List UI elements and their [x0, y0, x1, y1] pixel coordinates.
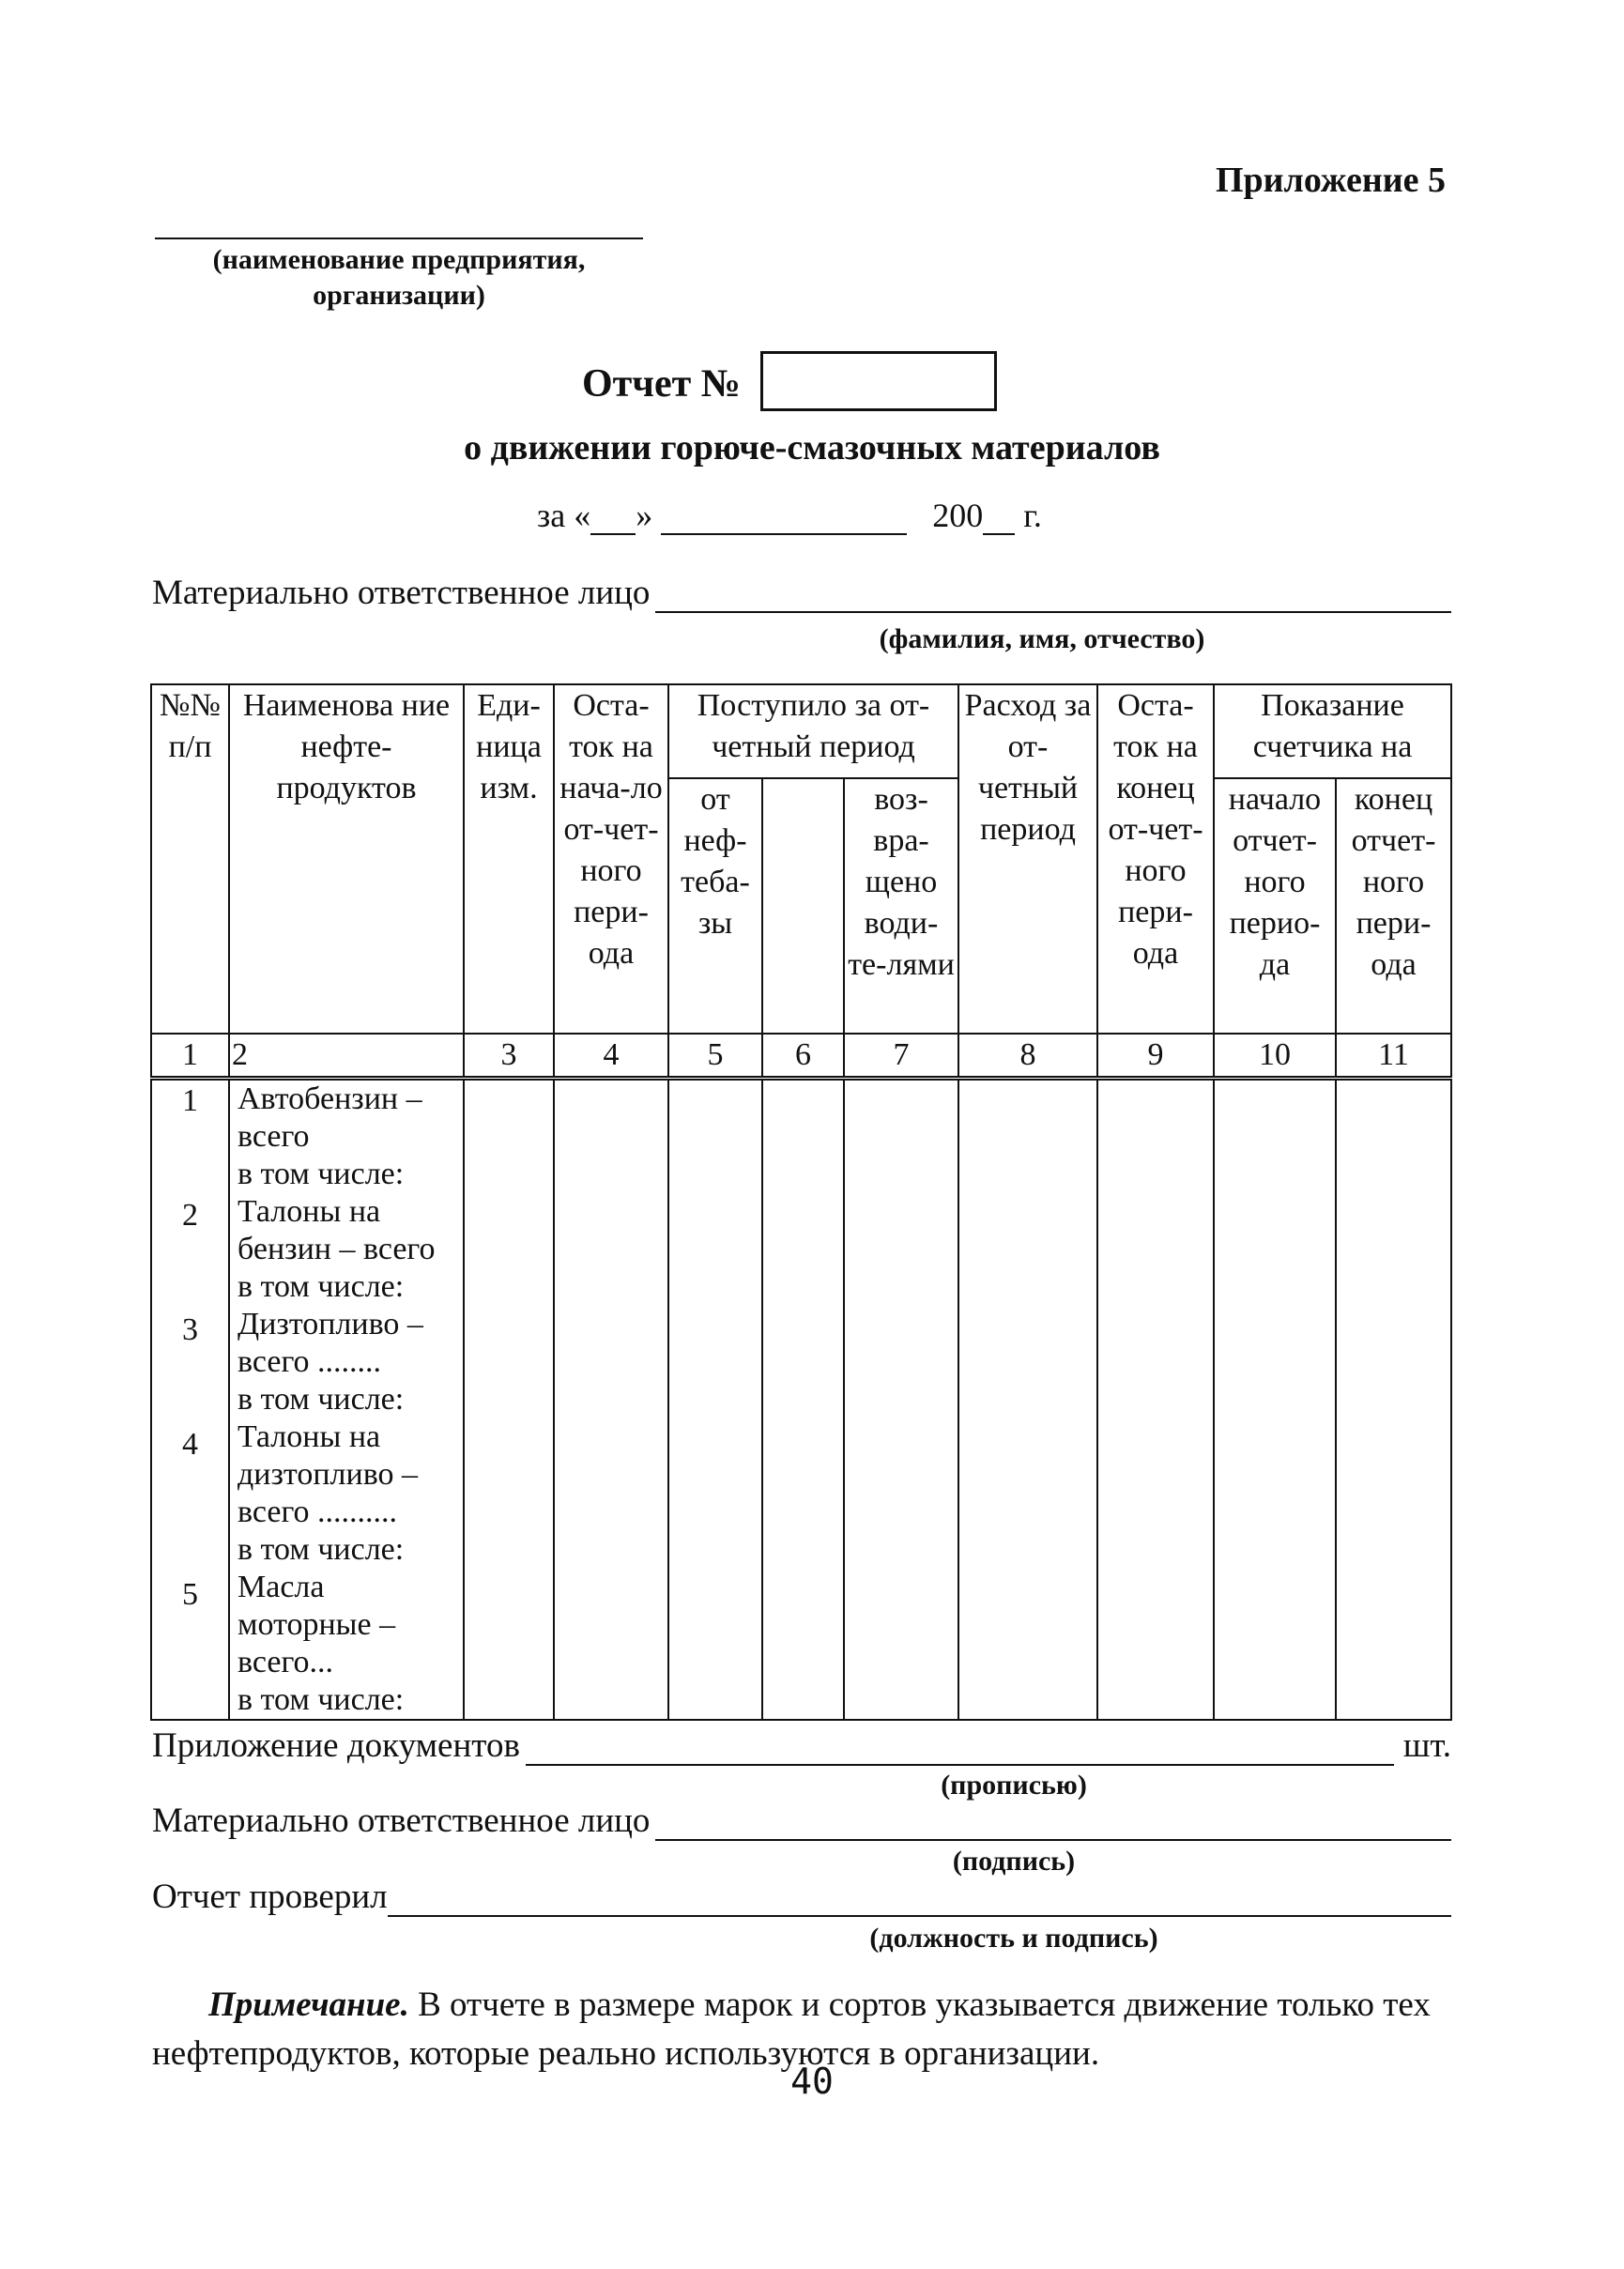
org-name-line [155, 238, 643, 239]
header-meter: Показание счетчика на [1214, 684, 1451, 778]
row-number: 4 [182, 1427, 198, 1462]
product-name: Талоны на бензин – всего [237, 1194, 436, 1266]
period-day-field[interactable] [590, 505, 636, 535]
period-year: 200 [932, 497, 984, 534]
data-cell-from-oil-base[interactable] [668, 1079, 762, 1721]
checked-by-row [152, 1877, 1451, 1917]
header-start-balance: Оста-ток на нача-ло от-чет-ного пери-ода [554, 684, 668, 1034]
row-number: 3 [182, 1312, 198, 1347]
note-label: Примечание. [208, 1985, 409, 2024]
product-name: Масла моторные – всего... [237, 1570, 396, 1679]
col-number: 6 [762, 1034, 844, 1079]
responsible-person-label: Материально ответственное лицо [152, 574, 651, 612]
row-numbers-cell [151, 1079, 229, 1721]
header-meter-start: начало отчет-ного перио-да [1214, 778, 1336, 1034]
header-num: №№ п/п [151, 684, 229, 1034]
header-from-oil-base: от неф-теба-зы [668, 778, 762, 1034]
product-name: Талоны на дизтопливо – всего .......... [237, 1419, 419, 1529]
footer-responsible-signature-field[interactable] [655, 1811, 1451, 1841]
col-number: 3 [464, 1034, 554, 1079]
period-month-field[interactable] [661, 505, 907, 535]
col-number: 10 [1214, 1034, 1336, 1079]
data-cell-start-balance[interactable] [554, 1079, 668, 1721]
documents-caption: (прописью) [941, 1770, 1087, 1801]
data-cell-end-balance[interactable] [1097, 1079, 1214, 1721]
period-suffix: г. [1023, 497, 1042, 534]
checked-by-caption: (должность и подпись) [869, 1923, 1158, 1954]
appendix-label: Приложение 5 [1215, 161, 1446, 200]
period-prefix: за « [537, 497, 591, 534]
product-subtotal-label: в том числе: [237, 1269, 405, 1304]
report-subtitle: о движении горюче-смазочных материалов [464, 428, 1160, 468]
data-cell-meter-end[interactable] [1336, 1079, 1451, 1721]
col-number: 7 [844, 1034, 958, 1079]
documents-label: Приложение документов [152, 1726, 520, 1765]
documents-field[interactable] [526, 1736, 1394, 1766]
product-subtotal-label: в том числе: [237, 1682, 405, 1717]
checked-by-label: Отчет проверил [152, 1878, 388, 1916]
report-title: Отчет № [582, 362, 741, 406]
header-end-balance: Оста-ток на конец от-чет-ного пери-ода [1097, 684, 1214, 1034]
footer-responsible-row [152, 1801, 1451, 1841]
header-spent: Расход за от-четный период [958, 684, 1097, 1034]
report-number-box[interactable] [760, 351, 997, 411]
col-number: 11 [1336, 1034, 1451, 1079]
footer-responsible-caption: (подпись) [952, 1846, 1076, 1877]
row-number: 2 [182, 1198, 198, 1233]
product-name: Дизтопливо – всего ........ [237, 1307, 423, 1379]
period-year-field[interactable] [983, 505, 1015, 535]
page-number: 40 [790, 2061, 834, 2102]
col-number: 5 [668, 1034, 762, 1079]
data-cell-unit[interactable] [464, 1079, 554, 1721]
header-product-name: Наименова ние нефте-продуктов [229, 684, 464, 1034]
documents-row [152, 1725, 1451, 1766]
header-meter-end: конец отчет-ного пери-ода [1336, 778, 1451, 1034]
product-name: Автобензин – всего [237, 1081, 422, 1154]
responsible-person-row [152, 573, 1451, 613]
report-period [537, 496, 1042, 535]
checked-by-field[interactable] [388, 1887, 1451, 1917]
col-number: 1 [151, 1034, 229, 1079]
header-unit: Еди-ница изм. [464, 684, 554, 1034]
col-number: 8 [958, 1034, 1097, 1079]
org-caption-line-2: организации) [313, 280, 485, 311]
data-cell-meter-start[interactable] [1214, 1079, 1336, 1721]
responsible-person-caption: (фамилия, имя, отчество) [879, 623, 1205, 654]
col-number: 4 [554, 1034, 668, 1079]
fuel-report-table [150, 683, 1452, 1721]
org-name-caption [155, 242, 643, 314]
data-cell-returned[interactable] [844, 1079, 958, 1721]
product-subtotal-label: в том числе: [237, 1157, 405, 1191]
row-number: 5 [182, 1577, 198, 1612]
header-returned: воз-вра-щено води-те-лями [844, 778, 958, 1034]
data-cell-blank-column[interactable] [762, 1079, 844, 1721]
header-received: Поступило за от-четный период [668, 684, 958, 778]
col-number: 2 [229, 1034, 464, 1079]
row-number: 1 [182, 1083, 198, 1118]
footer-responsible-label: Материально ответственное лицо [152, 1801, 651, 1840]
product-subtotal-label: в том числе: [237, 1532, 405, 1567]
period-close: » [636, 497, 653, 534]
data-cell-spent[interactable] [958, 1079, 1097, 1721]
header-blank-column [762, 778, 844, 1034]
col-number: 9 [1097, 1034, 1214, 1079]
product-names-cell [229, 1079, 464, 1721]
documents-unit: шт. [1402, 1726, 1451, 1765]
product-subtotal-label: в том числе: [237, 1382, 405, 1417]
org-caption-line-1: (наименование предприятия, [212, 244, 586, 275]
responsible-person-field[interactable] [655, 583, 1451, 613]
note-text: В отчете в размере марок и сортов указывается движение только тех нефтепродуктов, которые реально используются в организации. [152, 1985, 1431, 2073]
